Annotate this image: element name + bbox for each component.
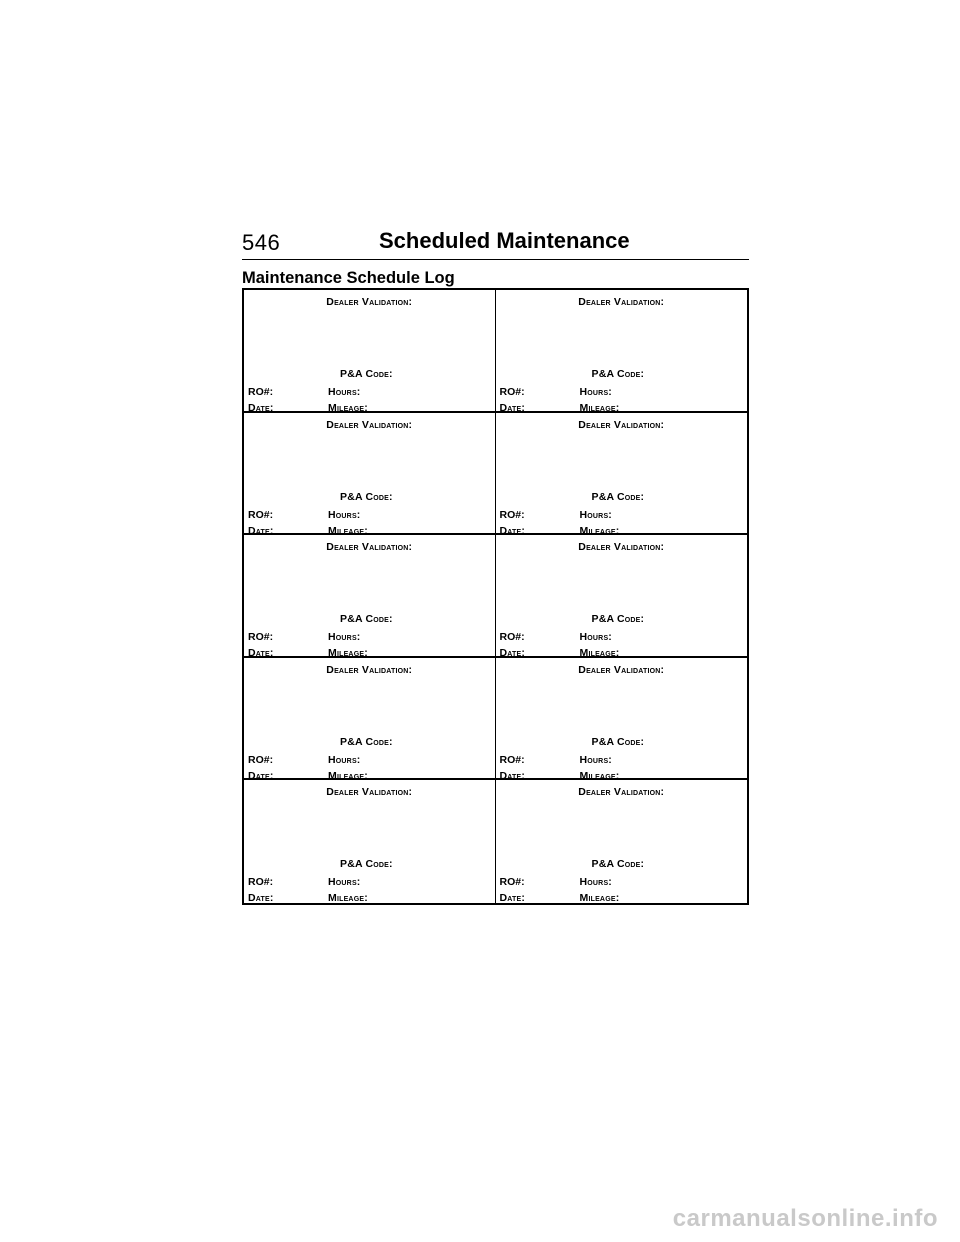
date-label: Date: xyxy=(499,647,526,660)
dealer-validation-label: Dealer Validation: xyxy=(326,418,413,431)
hours-label: Hours: xyxy=(579,508,613,521)
log-entry-cell xyxy=(244,413,496,536)
dealer-validation-label: Dealer Validation: xyxy=(578,663,665,676)
ro-number-label: RO#: xyxy=(499,876,525,889)
hours-label: Hours: xyxy=(579,386,613,398)
log-entry-cell xyxy=(244,780,496,903)
pa-code-label: P&A Code: xyxy=(591,490,645,503)
dealer-validation-label: Dealer Validation: xyxy=(578,418,665,431)
header-divider xyxy=(242,259,749,260)
mileage-label: Mileage: xyxy=(579,647,620,660)
page-header xyxy=(242,228,749,260)
dealer-validation-label: Dealer Validation: xyxy=(326,786,413,799)
mileage-label: Mileage: xyxy=(328,892,368,905)
ro-number-label: RO#: xyxy=(499,753,525,766)
ro-number-label: RO#: xyxy=(499,631,525,644)
ro-number-label: RO#: xyxy=(499,386,525,398)
section-title: Maintenance Schedule Log xyxy=(242,269,455,287)
ro-number-label: RO#: xyxy=(499,508,525,521)
pa-code-label: P&A Code: xyxy=(591,368,645,380)
dealer-validation-label: Dealer Validation: xyxy=(578,786,665,799)
dealer-validation-label: Dealer Validation: xyxy=(578,296,665,308)
hours-label: Hours: xyxy=(579,753,613,766)
hours-label: Hours: xyxy=(328,386,361,398)
dealer-validation-label: Dealer Validation: xyxy=(326,663,413,676)
dealer-validation-label: Dealer Validation: xyxy=(326,541,413,554)
log-entry-cell xyxy=(244,535,496,658)
mileage-label: Mileage: xyxy=(579,769,620,782)
log-entry-cell xyxy=(244,290,496,413)
page-title: Scheduled Maintenance xyxy=(379,228,630,253)
mileage-label: Mileage: xyxy=(579,524,620,537)
date-label: Date: xyxy=(248,524,274,537)
date-label: Date: xyxy=(248,892,274,905)
maintenance-log-table xyxy=(242,288,749,905)
log-entry-cell xyxy=(496,658,748,781)
pa-code-label: P&A Code: xyxy=(340,613,393,626)
ro-number-label: RO#: xyxy=(248,631,274,644)
mileage-label: Mileage: xyxy=(328,647,368,660)
pa-code-label: P&A Code: xyxy=(591,858,645,871)
date-label: Date: xyxy=(499,402,526,414)
hours-label: Hours: xyxy=(328,508,361,521)
dealer-validation-label: Dealer Validation: xyxy=(578,541,665,554)
log-entry-cell xyxy=(496,780,748,903)
log-entry-cell xyxy=(496,413,748,536)
dealer-validation-label: Dealer Validation: xyxy=(326,296,413,308)
date-label: Date: xyxy=(248,402,274,414)
log-entry-cell xyxy=(496,535,748,658)
hours-label: Hours: xyxy=(328,631,361,644)
date-label: Date: xyxy=(499,769,526,782)
pa-code-label: P&A Code: xyxy=(340,490,393,503)
mileage-label: Mileage: xyxy=(328,769,368,782)
watermark: carmanualsonline.info xyxy=(672,1205,938,1232)
hours-label: Hours: xyxy=(579,876,613,889)
ro-number-label: RO#: xyxy=(248,386,274,398)
ro-number-label: RO#: xyxy=(248,508,274,521)
page-number: 546 xyxy=(242,230,281,255)
date-label: Date: xyxy=(248,647,274,660)
mileage-label: Mileage: xyxy=(579,892,620,905)
mileage-label: Mileage: xyxy=(328,524,368,537)
pa-code-label: P&A Code: xyxy=(591,735,645,748)
hours-label: Hours: xyxy=(328,876,361,889)
hours-label: Hours: xyxy=(328,753,361,766)
log-entry-cell xyxy=(244,658,496,781)
date-label: Date: xyxy=(499,892,526,905)
hours-label: Hours: xyxy=(579,631,613,644)
pa-code-label: P&A Code: xyxy=(340,735,393,748)
pa-code-label: P&A Code: xyxy=(340,368,393,380)
mileage-label: Mileage: xyxy=(579,402,620,414)
ro-number-label: RO#: xyxy=(248,753,274,766)
pa-code-label: P&A Code: xyxy=(591,613,645,626)
date-label: Date: xyxy=(248,769,274,782)
log-entry-cell xyxy=(496,290,748,413)
date-label: Date: xyxy=(499,524,526,537)
ro-number-label: RO#: xyxy=(248,876,274,889)
mileage-label: Mileage: xyxy=(328,402,368,414)
pa-code-label: P&A Code: xyxy=(340,858,393,871)
